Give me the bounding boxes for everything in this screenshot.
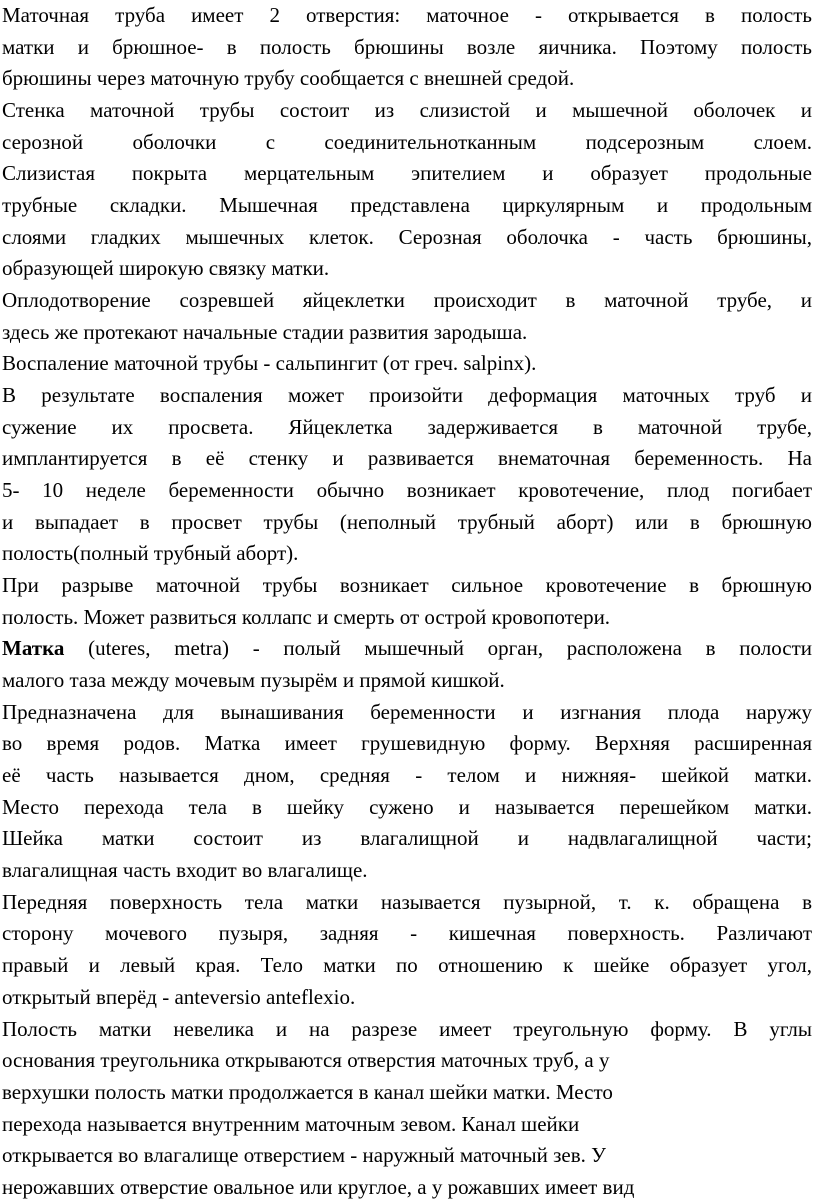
text-line (2, 253, 812, 285)
text-run: трубные складки. Мышечная представлена циркулярным и продольным (2, 193, 812, 218)
text-line (2, 1045, 812, 1077)
text-line (2, 665, 812, 697)
text-line (2, 760, 812, 792)
paragraph (2, 633, 812, 696)
text-line (2, 32, 812, 64)
text-run: Шейка матки состоит из влагалищной и надвлагалищной части; (2, 826, 812, 851)
text-line (2, 1077, 812, 1109)
text-run: (uteres, metra) - полый мышечный орган, расположена в полости (64, 636, 812, 661)
text-line (2, 728, 812, 760)
text-line (2, 1014, 812, 1046)
text-line (2, 507, 812, 539)
text-run: Место перехода тела в шейку сужено и называется перешейком матки. (2, 794, 812, 819)
text-run: Оплодотворение созревшей яйцеклетки происходит в маточной трубе, и (2, 288, 812, 313)
text-line (2, 982, 812, 1014)
text-run: сторону мочевого пузыря, задняя - кишечная поверхность. Различают (2, 921, 812, 946)
paragraph (2, 697, 812, 887)
text-run: и выпадает в просвет трубы (неполный трубный аборт) или в брюшную (2, 509, 812, 534)
paragraph (2, 95, 812, 285)
text-line (2, 887, 812, 919)
text-run: сужение их просвета. Яйцеклетка задерживается в маточной трубе, (2, 414, 812, 439)
text-run: полость(полный трубный аборт). (2, 541, 299, 566)
text-run: правый и левый края. Тело матки по отношению к шейке образует угол, (2, 953, 812, 978)
text-line (2, 855, 812, 887)
text-line (2, 823, 812, 855)
text-line (2, 348, 812, 380)
text-run: Полость матки невелика и на разрезе имеет треугольную форму. В углы (2, 1016, 812, 1041)
text-line (2, 222, 812, 254)
text-run: В результате воспаления может произойти деформация маточных труб и (2, 383, 812, 408)
text-line (2, 697, 812, 729)
text-line (2, 285, 812, 317)
text-line (2, 158, 812, 190)
text-run: основания треугольника открываются отверстия маточных труб, а у (2, 1048, 610, 1073)
text-run: влагалищная часть входит во влагалище. (2, 858, 368, 883)
text-run: Передняя поверхность тела матки называется пузырной, т. к. обращена в (2, 889, 812, 914)
text-run: перехода называется внутренним маточным зевом. Канал шейки (2, 1111, 580, 1136)
text-run: имплантируется в её стенку и развивается внематочная беременность. На (2, 446, 812, 471)
text-run: открывается во влагалище отверстием - наружный маточный зев. У (2, 1143, 606, 1168)
text-line (2, 602, 812, 634)
paragraph (2, 0, 812, 95)
paragraph (2, 285, 812, 348)
paragraph (2, 887, 812, 1014)
text-line (2, 570, 812, 602)
text-run: Стенка маточной трубы состоит из слизистой и мышечной оболочек и (2, 98, 812, 123)
text-line (2, 317, 812, 349)
text-line (2, 95, 812, 127)
text-run: открытый вперёд - anteversio anteflexio. (2, 984, 356, 1009)
text-line (2, 380, 812, 412)
paragraph (2, 380, 812, 570)
text-run: нерожавших отверстие овальное или круглое, а у рожавших имеет вид (2, 1174, 635, 1199)
text-line (2, 0, 812, 32)
text-run: во время родов. Матка имеет грушевидную форму. Верхняя расширенная (2, 731, 812, 756)
text-line (2, 792, 812, 824)
text-run: полость. Может развиться коллапс и смерть от острой кровопотери. (2, 604, 611, 629)
text-line (2, 475, 812, 507)
text-run: матки и брюшное- в полость брюшины возле яичника. Поэтому полость (2, 34, 812, 59)
paragraph (2, 1014, 812, 1204)
text-line (2, 1109, 812, 1141)
text-line (2, 63, 812, 95)
text-run: Воспаление маточной трубы - сальпингит (от греч. salpinx). (2, 351, 537, 376)
text-run: здесь же протекают начальные стадии развития зародыша. (2, 319, 528, 344)
text-run: Маточная труба имеет 2 отверстия: маточное - открывается в полость (2, 3, 812, 27)
paragraph (2, 570, 812, 633)
text-line (2, 190, 812, 222)
text-run: При разрыве маточной трубы возникает сильное кровотечение в брюшную (2, 573, 812, 598)
text-line (2, 538, 812, 570)
paragraph (2, 348, 812, 380)
text-line (2, 443, 812, 475)
text-line (2, 918, 812, 950)
text-run: брюшины через маточную трубу сообщается с внешней средой. (2, 66, 575, 91)
text-run: верхушки полость матки продолжается в канал шейки матки. Место (2, 1079, 613, 1104)
text-line (2, 633, 812, 665)
text-line (2, 1172, 812, 1204)
text-run: Предназначена для вынашивания беременности и изгнания плода наружу (2, 699, 812, 724)
text-run: серозной оболочки с соединительнотканным подсерозным слоем. (2, 129, 812, 154)
text-run: 5- 10 неделе беременности обычно возникает кровотечение, плод погибает (2, 478, 812, 503)
text-run: Слизистая покрыта мерцательным эпителием и образует продольные (2, 161, 812, 186)
bold-term: Матка (2, 636, 65, 661)
text-run: слоями гладких мышечных клеток. Серозная оболочка - часть брюшины, (2, 224, 812, 249)
text-line (2, 127, 812, 159)
text-line (2, 1140, 812, 1172)
text-run: её часть называется дном, средняя - телом и нижняя- шейкой матки. (2, 763, 812, 788)
text-run: образующей широкую связку матки. (2, 256, 330, 281)
text-line (2, 412, 812, 444)
text-run: малого таза между мочевым пузырём и прямой кишкой. (2, 668, 505, 693)
text-line (2, 950, 812, 982)
